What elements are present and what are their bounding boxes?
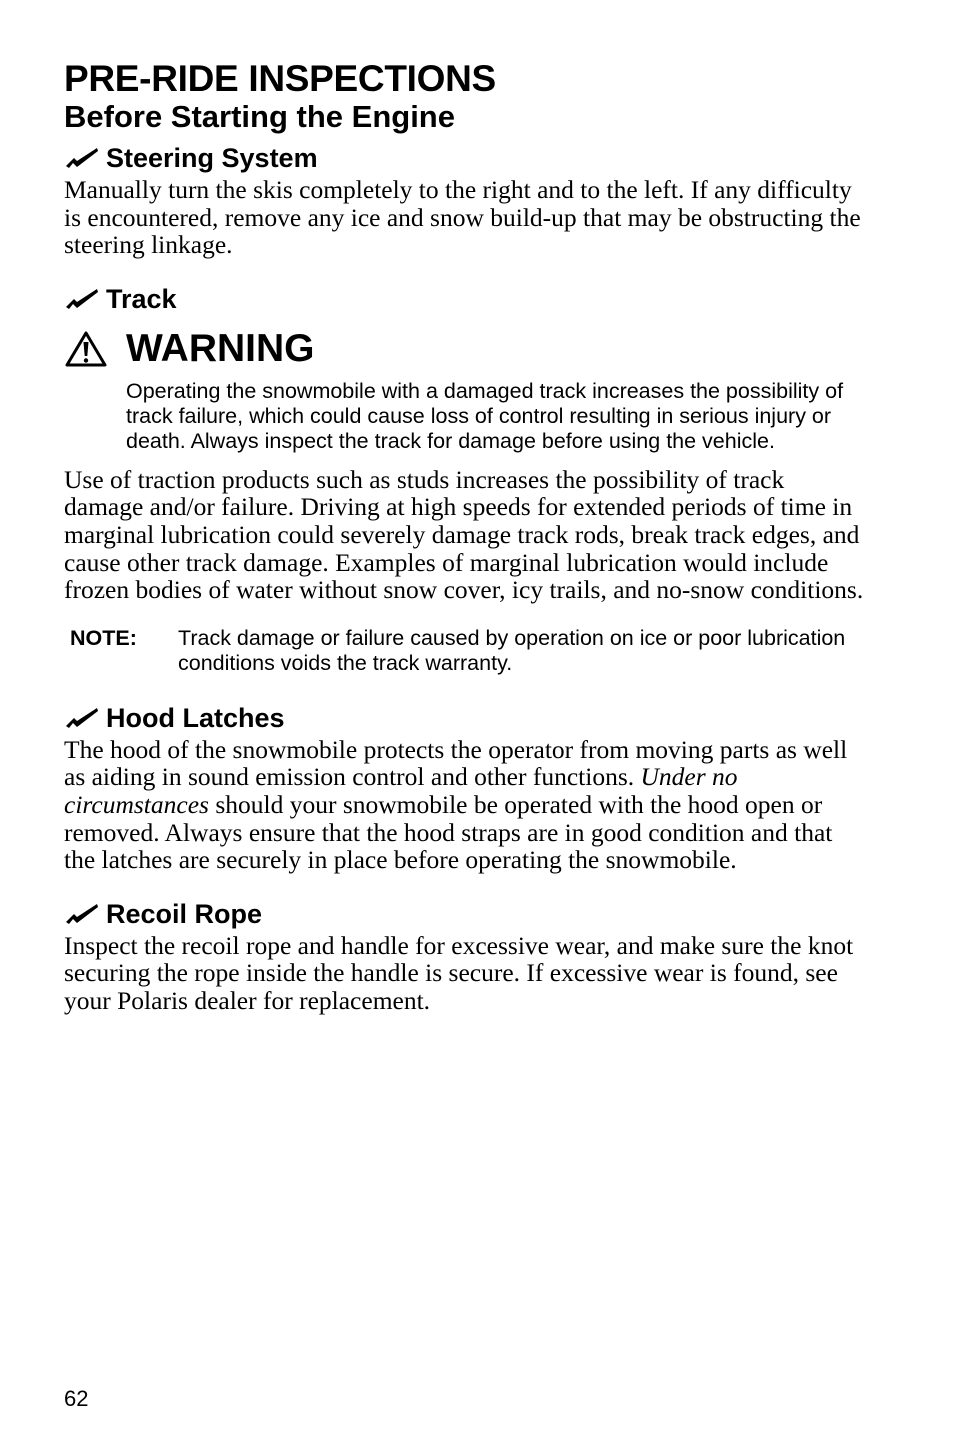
checkmark-icon — [64, 706, 100, 730]
page-subtitle: Before Starting the Engine — [64, 99, 455, 134]
section-heading-track — [64, 283, 864, 315]
checkmark-icon — [64, 287, 100, 311]
checkmark-icon — [64, 146, 100, 170]
section-heading-recoil — [64, 898, 864, 930]
track-note — [64, 626, 864, 676]
warning-header — [64, 327, 864, 371]
note-label: NOTE: — [70, 625, 137, 650]
track-text: Use of traction products such as studs increases the possibility of track damage and/or failure. Driving at high speeds for extended periods of time in marginal lubrication could severely damage track rods, break track edges, and cause other track damage. Examples of marginal lubrication would include frozen bodies of water without snow cover, icy trails, and no-snow conditions. — [64, 464, 864, 605]
hood-text-emphasis: Under no circumstances — [64, 762, 738, 819]
hood-text-part: The hood of the snowmobile protects the operator from moving parts as well as aiding in sound emission control and other functions. — [64, 734, 848, 792]
section-heading-label: Hood Latches — [106, 702, 285, 733]
section-heading-label: Steering System — [106, 143, 318, 173]
section-heading-label: Track — [106, 283, 177, 314]
section-heading-hood — [64, 702, 864, 734]
section-heading-steering — [64, 142, 864, 174]
hood-text — [64, 736, 864, 874]
warning-triangle-icon — [64, 330, 108, 368]
hood-text-part: should your snowmobile be operated with the hood open or removed. Always ensure that the hood straps are in good condition and that the latches are securely in place before operating the snowmobile. — [64, 789, 833, 875]
page-title: PRE-RIDE INSPECTIONS — [64, 58, 496, 99]
warning-title: WARNING — [126, 326, 315, 370]
steering-text: Manually turn the skis completely to the right and to the left. If any difficulty is encountered, remove any ice and snow build-up that may be obstructing the steering linkage. — [64, 175, 861, 260]
note-text: Track damage or failure caused by operation on ice or poor lubrication conditions voids the track warranty. — [178, 625, 846, 675]
page-content — [64, 58, 864, 1015]
warning-text: Operating the snowmobile with a damaged track increases the possibility of track failure, which could cause loss of control resulting in serious injury or death. Always inspect the track for damage before using the vehicle. — [126, 378, 844, 453]
section-heading-label: Recoil Rope — [106, 898, 263, 929]
recoil-text: Inspect the recoil rope and handle for excessive wear, and make sure the knot securing the rope inside the handle is secure. If excessive wear is found, see your Polaris dealer for replacement. — [64, 930, 854, 1015]
page-number: 62 — [64, 1386, 89, 1411]
checkmark-icon — [64, 902, 100, 926]
